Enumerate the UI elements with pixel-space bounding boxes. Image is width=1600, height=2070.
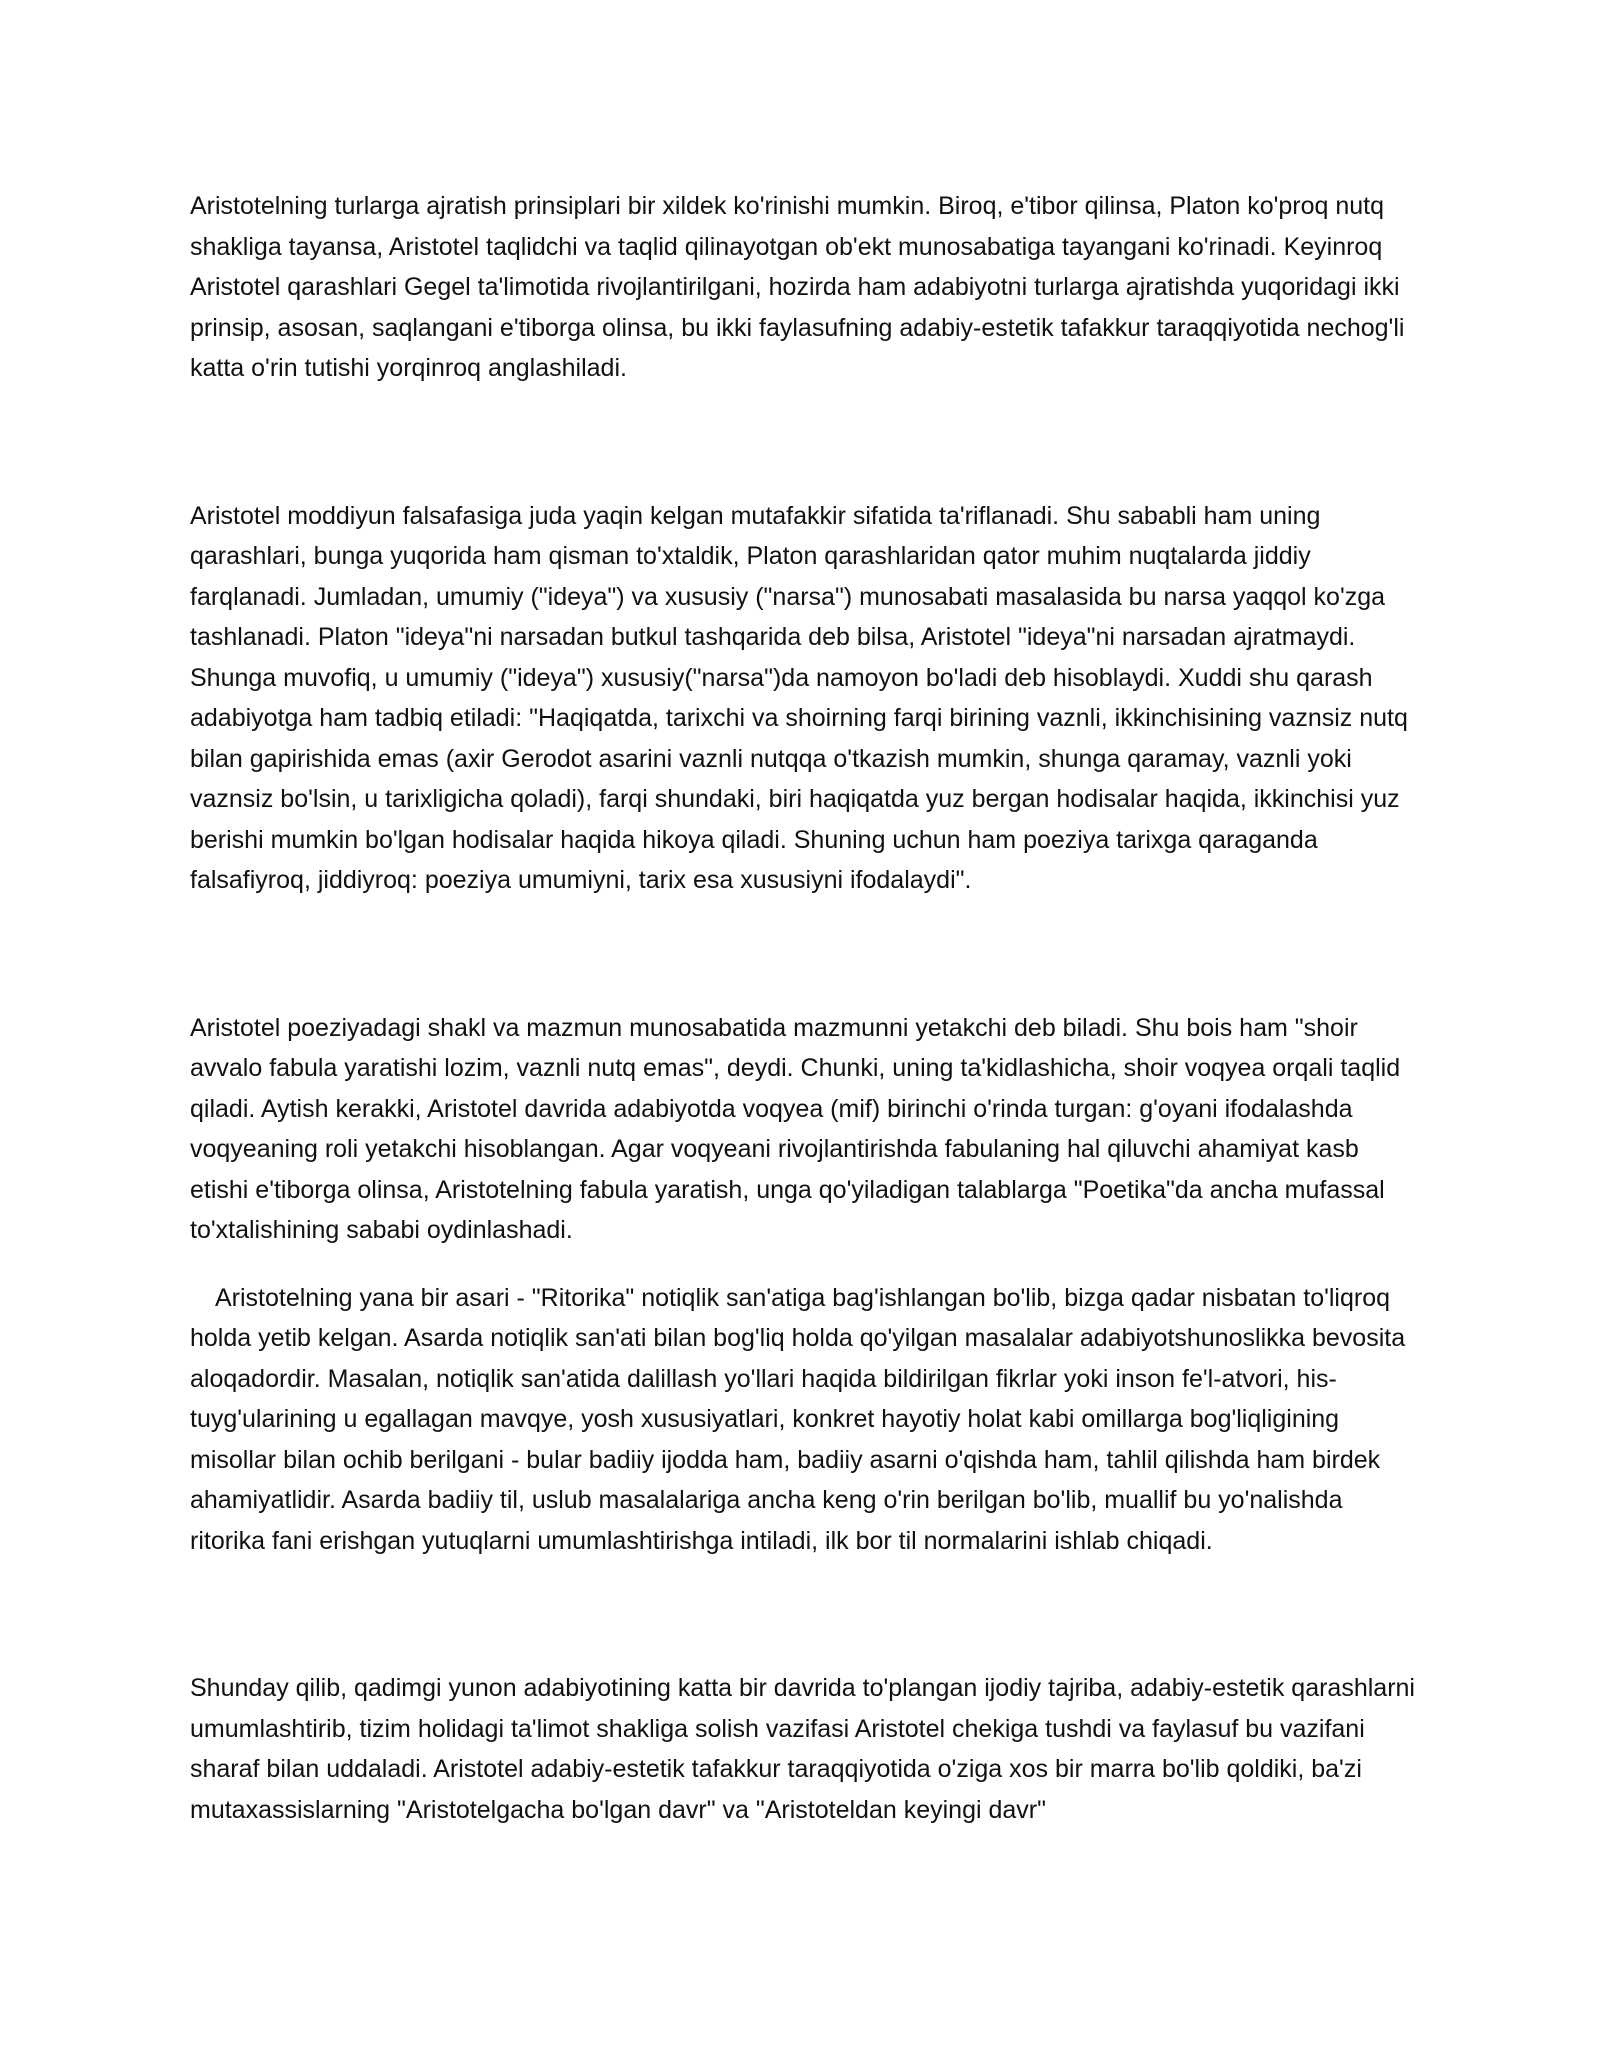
- paragraph-gap: [190, 1251, 1420, 1278]
- paragraph: Aristotel poeziyadagi shakl va mazmun munosabatida mazmunni yetakchi deb biladi. Shu bois ham "shoir avvalo fabula yaratishi lozim, vaznli nutq emas", deydi. Chunki, uning ta'kidlashicha, shoir voqyea orqali taqlid qiladi. Aytish kerakki, Aristotel davrida adabiyotda voqyea (mif) birinchi o'rinda turgan: g'oyani ifodalashda voqyeaning roli yetakchi hisoblangan. Agar voqyeani rivojlantirishda fabulaning hal qiluvchi ahamiyat kasb etishi e'tiborga olinsa, Aristotelning fabula yaratish, unga qo'yiladigan talablarga "Poetika"da ancha mufassal to'xtalishining sababi oydinlashadi.: [190, 1013, 1401, 1244]
- paragraph: Aristotelning yana bir asari - "Ritorika" notiqlik san'atiga bag'ishlangan bo'lib, bizga qadar nisbatan to'liqroq holda yetib kelgan. Asarda notiqlik san'ati bilan bog'liq holda qo'yilgan masalalar adabiyotshunoslikka bevosita aloqadordir. Masalan, notiqlik san'atida dalillash yo'llari haqida bildirilgan fikrlar yoki inson fe'l-atvori, his- tuyg'ularining u egallagan mavqye, yosh xususiyatlari, konkret hayotiy holat kabi omillarga bog'liqligining misollar bilan ochib berilgani - bular badiiy ijodda ham, badiiy asarni o'qishda ham, tahlil qilishda ham birdek ahamiyatlidir. Asarda badiiy til, uslub masalalariga ancha keng o'rin berilgan bo'lib, muallif bu yo'nalishda ritorika fani erishgan yutuqlarni umumlashtirishga intiladi, ilk bor til normalarini ishlab chiqadi.: [190, 1283, 1406, 1555]
- paragraph: Aristotel moddiyun falsafasiga juda yaqin kelgan mutafakkir sifatida ta'riflanadi. Shu sababli ham uning qarashlari, bunga yuqorida ham qisman to'xtaldik, Platon qarashlaridan qator muhim nuqtalarda jiddiy farqlanadi. Jumladan, umumiy ("ideya") va xususiy ("narsa") munosabati masalasida bu narsa yaqqol ko'zga tashlanadi. Platon "ideya"ni narsadan butkul tashqarida deb bilsa, Aristotel "ideya"ni narsadan ajratmaydi. Shunga muvofiq, u umumiy ("ideya") xususiy("narsa")da namoyon bo'ladi deb hisoblaydi. Xuddi shu qarash adabiyotga ham tadbiq etiladi: "Haqiqatda, tarixchi va shoirning farqi birining vaznli, ikkinchisining vaznsiz nutq bilan gapirishida emas (axir Gerodot asarini vaznli nutqqa o'tkazish mumkin, shunga qaramay, vaznli yoki vaznsiz bo'lsin, u tarixligicha qoladi), farqi shundaki, biri haqiqatda yuz bergan hodisalar haqida, ikkinchisi yuz berishi mumkin bo'lgan hodisalar haqida hikoya qiladi. Shuning uchun ham poeziya tarixga qaraganda falsafiyroq, jiddiyroq: poeziya umumiyni, tarix esa xususiyni ifodalaydi".: [190, 501, 1408, 894]
- paragraph-gap: [190, 901, 1420, 1008]
- paragraph: Aristotelning turlarga ajratish prinsiplari bir xildek ko'rinishi mumkin. Biroq, e'tibor qilinsa, Platon ko'proq nutq shakliga tayansa, Aristotel taqlidchi va taqlid qilinayotgan ob'ekt munosabatiga tayangani ko'rinadi. Keyinroq Aristotel qarashlari Gegel ta'limotida rivojlantirilgani, hozirda ham adabiyotni turlarga ajratishda yuqoridagi ikki prinsip, asosan, saqlangani e'tiborga olinsa, bu ikki faylasufning adabiy-estetik tafakkur taraqqiyotida nechog'li katta o'rin tutishi yorqinroq anglashiladi.: [190, 192, 1405, 382]
- paragraph: Shunday qilib, qadimgi yunon adabiyotining katta bir davrida to'plangan ijodiy tajriba, adabiy-estetik qarashlarni umumlashtirib, tizim holidagi ta'limot shakliga solish vazifasi Aristotel chekiga tushdi va faylasuf bu vazifani sharaf bilan uddaladi. Aristotel adabiy-estetik tafakkur taraqqiyotida o'ziga xos bir marra bo'lib qoldiki, ba'zi mutaxassislarning "Aristotelgacha bo'lgan davr" va "Aristoteldan keyingi davr": [190, 1674, 1415, 1824]
- paragraph-gap: [190, 389, 1420, 496]
- paragraph-gap: [190, 1561, 1420, 1668]
- document-body: [190, 186, 1420, 1830]
